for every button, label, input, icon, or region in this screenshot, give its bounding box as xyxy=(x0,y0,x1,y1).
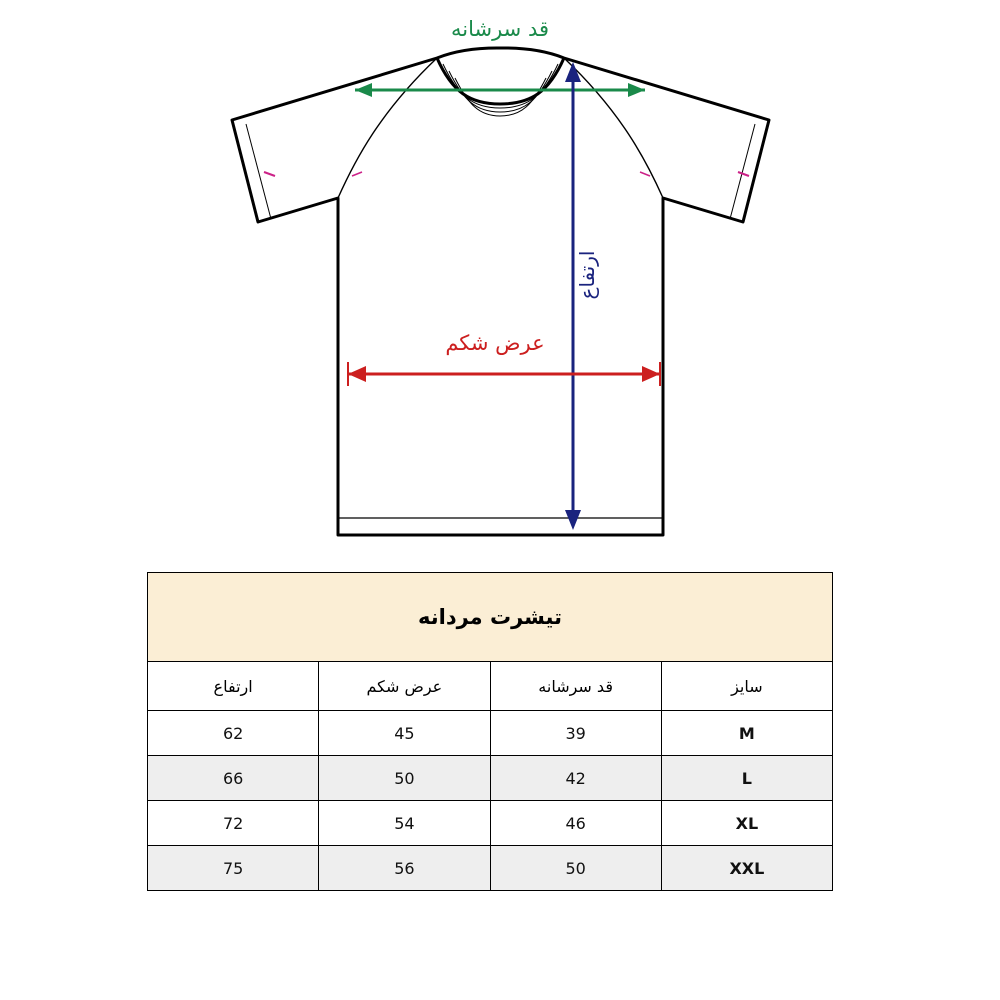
cell-chest: 54 xyxy=(319,801,490,846)
cell-height: 62 xyxy=(148,711,319,756)
cell-chest: 50 xyxy=(319,756,490,801)
size-table-container xyxy=(147,572,833,891)
cell-size: XXL xyxy=(661,846,832,891)
cell-chest: 45 xyxy=(319,711,490,756)
cell-height: 66 xyxy=(148,756,319,801)
table-row xyxy=(148,846,833,891)
cell-size: L xyxy=(661,756,832,801)
header-chest: عرض شکم xyxy=(319,662,490,711)
shoulder-label: قد سرشانه xyxy=(450,17,550,41)
table-row xyxy=(148,756,833,801)
chest-width-label: عرض شکم xyxy=(445,331,545,355)
table-title-row xyxy=(148,573,833,662)
cell-shoulder: 39 xyxy=(490,711,661,756)
cell-height: 75 xyxy=(148,846,319,891)
header-shoulder: قد سرشانه xyxy=(490,662,661,711)
cell-shoulder: 46 xyxy=(490,801,661,846)
table-title: تیشرت مردانه xyxy=(148,573,833,662)
table-header-row xyxy=(148,662,833,711)
table-row xyxy=(148,801,833,846)
cell-size: XL xyxy=(661,801,832,846)
height-label: ارتفاع xyxy=(575,250,599,300)
header-size: سایز xyxy=(661,662,832,711)
cell-height: 72 xyxy=(148,801,319,846)
cell-chest: 56 xyxy=(319,846,490,891)
cell-shoulder: 50 xyxy=(490,846,661,891)
cell-size: M xyxy=(661,711,832,756)
tshirt-outline xyxy=(232,48,769,535)
table-row xyxy=(148,711,833,756)
cell-shoulder: 42 xyxy=(490,756,661,801)
size-table xyxy=(147,572,833,891)
header-height: ارتفاع xyxy=(148,662,319,711)
